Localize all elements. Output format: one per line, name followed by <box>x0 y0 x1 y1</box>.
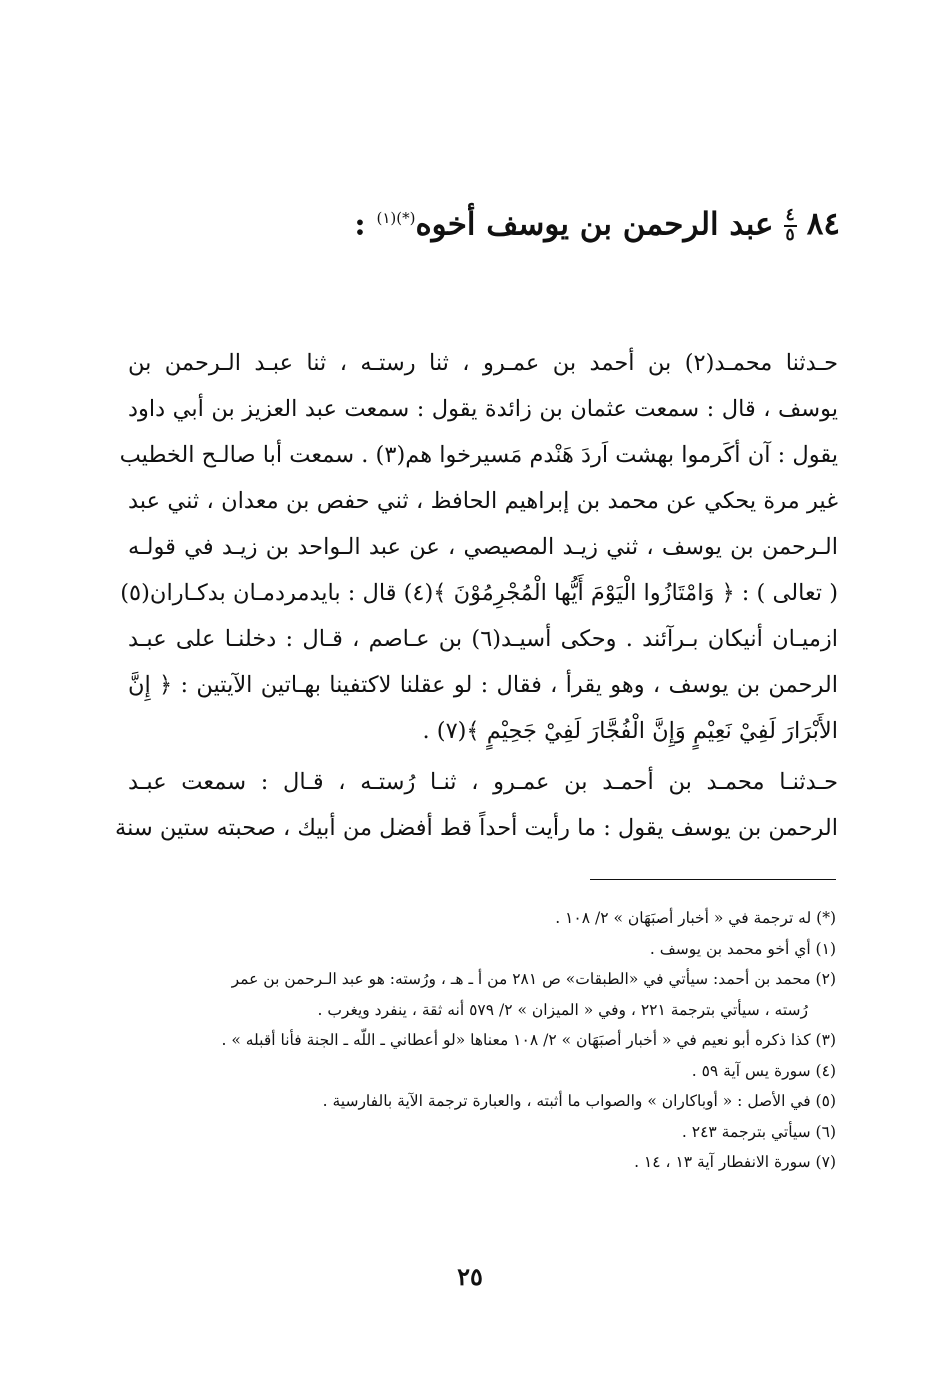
text-line: الأَبْرَارَ لَفِيْ نَعِيْمٍ وَإِنَّ الْفُجَّارَ لَفِيْ جَحِيْمٍ ﴾(٧) . <box>422 718 838 744</box>
footnote: (٥) في الأصل : « أوباكاران » والصواب ما أثبته ، والعبارة ترجمة الآية بالفارسية . <box>322 1092 836 1110</box>
footnote: (*) له ترجمة في « أخبار أصبَهَان » ٢/ ١٠٨ . <box>555 909 836 927</box>
entry-title: عبد الرحمن بن يوسف أخوه <box>415 206 774 243</box>
entry-heading <box>354 196 840 246</box>
fraction-denominator: ٥ <box>785 225 795 246</box>
text-line: الرحمن بن يوسف يقول : ما رأيت أحداً قط أفضل من أبيك ، صحبته ستين سنة <box>115 815 838 841</box>
text-line: الرحمن بن يوسف ، وهو يقرأ ، فقال : لو عقلنا لاكتفينا بهـاتين الآيتين : ﴿ إِنَّ <box>128 672 838 698</box>
heading-colon: : <box>354 206 366 243</box>
page-number: ٢٥ <box>457 1262 483 1291</box>
footnote-divider <box>590 879 836 880</box>
text-line: الـرحمن بن يوسف ، ثني زيـد المصيصي ، عن عبد الـواحد بن زيـد في قولـه <box>128 534 838 560</box>
text-line: ازميـان أنيكان بـرآئند . وحكى أسيـد(٦) بن عـاصم ، قـال : دخلنـا على عبـد <box>128 626 839 652</box>
footnote: (٣) كذا ذكره أبو نعيم في « أخبار أصبَهَان » ٢/ ١٠٨ معناها «لو أعطاني ـ اللّه ـ الجنة فأنا أقبله » . <box>221 1031 836 1049</box>
footnote-continuation: رُسته ، سيأتي بترجمة ٢٢١ ، وفي « الميزان » ٢/ ٥٧٩ أنه ثقة ، ينفرد ويغرب . <box>317 1000 808 1019</box>
text-line: ( تعالى ) : ﴿ وَامْتَازُوا الْيَوْمَ أَيُّها الْمُجْرِمُوْنَ ﴾(٤) قال : بايدمردمـان بدكـاران(٥) <box>120 580 838 606</box>
fraction-numerator: ٤ <box>785 205 795 226</box>
footnote: (٦) سيأتي بترجمة ٢٤٣ . <box>681 1122 836 1141</box>
footnote: (٤) سورة يس آية ٥٩ . <box>691 1061 836 1080</box>
footnote-marks: (*)(١) <box>376 209 416 227</box>
footnote: (٧) سورة الانفطار آية ١٣ ، ١٤ . <box>634 1153 836 1171</box>
entry-fraction <box>784 207 797 244</box>
text-line: غير مرة يحكي عن محمد بن إبراهيم الحافظ ، ثني حفص بن معدان ، ثني عبد <box>128 488 838 514</box>
footnote: (٢) محمد بن أحمد: سيأتي في «الطبقات» ص ٢٨١ من أ ـ هـ ، ورُسته: هو عبد الـرحمن بن عمر <box>231 970 836 988</box>
entry-number: ٨٤ <box>806 206 840 243</box>
text-line: حـدثنـا محمـد بن أحمـد بن عمـرو ، ثنـا رُستـه ، قـال : سمعت عبـد <box>128 769 838 795</box>
footnote: (١) أي أخو محمد بن يوسف . <box>649 939 836 958</box>
text-line: حـدثنا محمـد(٢) بن أحمد بن عمـرو ، ثنا رستـه ، ثنا عبـد الـرحمن بن <box>128 350 838 376</box>
paragraph-2 <box>115 759 838 851</box>
footnotes <box>120 903 836 1178</box>
text-line: يقول : آن أكَرموا بهشت اَردَ هَنْدم مَسيرخوا هم(٣) . سمعت أبا صالـح الخطيب <box>119 442 838 468</box>
paragraph-1 <box>119 340 839 754</box>
text-line: يوسف ، قال : سمعت عثمان بن زائدة يقول : سمعت عبد العزيز بن أبي داود <box>128 396 838 422</box>
